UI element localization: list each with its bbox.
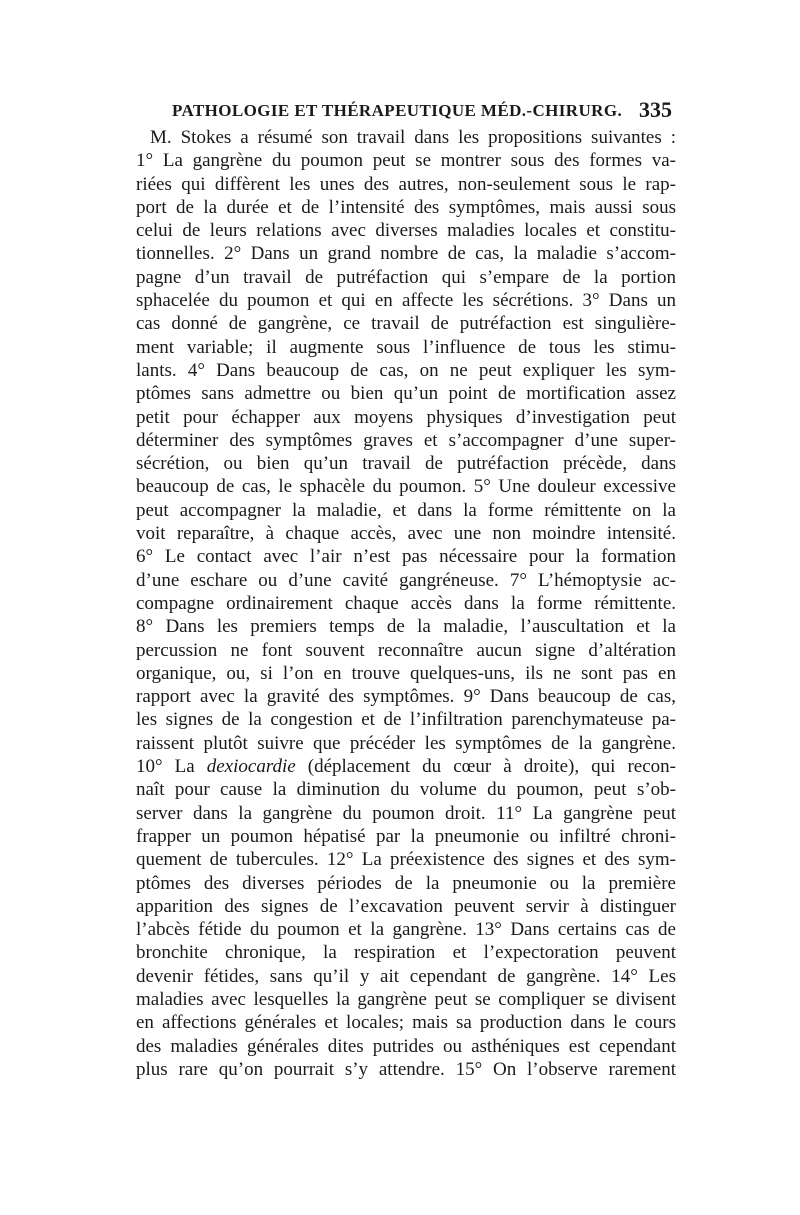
text-line: d’une eschare ou d’une cavité gangréneuse. 7° L’hémoptysie ac- xyxy=(136,569,676,591)
text-line: compagne ordinairement chaque accès dans la forme rémittente. xyxy=(136,592,676,614)
text-line: percussion ne font souvent reconnaître aucun signe d’altération xyxy=(136,639,676,661)
text-line: des maladies générales dites putrides ou asthéniques est cependant xyxy=(136,1035,676,1057)
text-line: beaucoup de cas, le sphacèle du poumon. 5° Une douleur excessive xyxy=(136,476,676,498)
text-line: petit pour échapper aux moyens physiques d’investigation peut xyxy=(136,406,676,428)
text-line: devenir fétides, sans qu’il y ait cependant de gangrène. 14° Les xyxy=(136,965,676,987)
text-line: server dans la gangrène du poumon droit. 11° La gangrène peut xyxy=(136,802,676,824)
text-line: rapport avec la gravité des symptômes. 9° Dans beaucoup de cas, xyxy=(136,686,676,708)
text-line: lants. 4° Dans beaucoup de cas, on ne peut expliquer les sym- xyxy=(136,359,676,381)
italic-term: dexiocardie xyxy=(206,756,296,778)
text-line: riées qui diffèrent les unes des autres, non-seulement sous le rap- xyxy=(136,173,676,195)
text-line: cas donné de gangrène, ce travail de putréfaction est singulière- xyxy=(136,313,676,335)
text-line: frapper un poumon hépatisé par la pneumonie ou infiltré chroni- xyxy=(136,825,676,847)
body-paragraph xyxy=(136,126,676,1081)
text-line: déterminer des symptômes graves et s’accompagner d’une super- xyxy=(136,429,676,451)
text-line: quement de tubercules. 12° La préexistence des signes et des sym- xyxy=(136,849,676,871)
text-line: 1° La gangrène du poumon peut se montrer sous des formes va- xyxy=(136,150,676,172)
text-line: ptômes sans admettre ou bien qu’un point de mortification assez xyxy=(136,383,676,405)
text-line: apparition des signes de l’excavation peuvent servir à distinguer xyxy=(136,895,676,917)
text-line: plus rare qu’on pourrait s’y attendre. 15° On l’observe rarement xyxy=(136,1058,676,1080)
text-line-with-italic xyxy=(136,755,676,778)
text-line: celui de leurs relations avec diverses maladies locales et constitu- xyxy=(136,220,676,242)
text-line: tionnelles. 2° Dans un grand nombre de cas, la maladie s’accom- xyxy=(136,243,676,265)
text-line: sécrétion, ou bien qu’un travail de putréfaction précède, dans xyxy=(136,453,676,475)
text-line: voit reparaître, à chaque accès, avec une non moindre intensité. xyxy=(136,523,676,545)
text-line: ptômes des diverses périodes de la pneumonie ou la première xyxy=(136,872,676,894)
text-segment: 10° La xyxy=(136,756,195,778)
text-line: ment variable; il augmente sous l’influence de tous les stimu- xyxy=(136,336,676,358)
text-line: M. Stokes a résumé son travail dans les propositions suivantes : xyxy=(150,127,676,148)
text-line: bronchite chronique, la respiration et l’expectoration peuvent xyxy=(136,942,676,964)
text-line: en affections générales et locales; mais sa production dans le cours xyxy=(136,1012,676,1034)
running-title: PATHOLOGIE ET THÉRAPEUTIQUE MÉD.-CHIRURG. xyxy=(172,101,623,120)
page-header xyxy=(172,97,672,127)
text-line: raissent plutôt suivre que précéder les symptômes de la gangrène. xyxy=(136,732,676,754)
text-line: port de la durée et de l’intensité des symptômes, mais aussi sous xyxy=(136,196,676,218)
text-line: organique, ou, si l’on en trouve quelques-uns, ils ne sont pas en xyxy=(136,662,676,684)
text-line: les signes de la congestion et de l’infiltration parenchymateuse pa- xyxy=(136,709,676,731)
text-line: l’abcès fétide du poumon et la gangrène. 13° Dans certains cas de xyxy=(136,919,676,941)
text-line: 6° Le contact avec l’air n’est pas nécessaire pour la formation xyxy=(136,546,676,568)
text-line: 8° Dans les premiers temps de la maladie, l’auscultation et la xyxy=(136,616,676,638)
text-line: sphacelée du poumon et qui en affecte les sécrétions. 3° Dans un xyxy=(136,290,676,312)
text-segment: (déplacement du cœur à droite), qui recon- xyxy=(307,756,676,778)
text-line: maladies avec lesquelles la gangrène peut se compliquer se divisent xyxy=(136,988,676,1010)
text-line: naît pour cause la diminution du volume du poumon, peut s’ob- xyxy=(136,779,676,801)
text-line: pagne d’un travail de putréfaction qui s’empare de la portion xyxy=(136,266,676,288)
page-number: 335 xyxy=(639,97,672,122)
text-line: peut accompagner la maladie, et dans la forme rémittente on la xyxy=(136,499,676,521)
